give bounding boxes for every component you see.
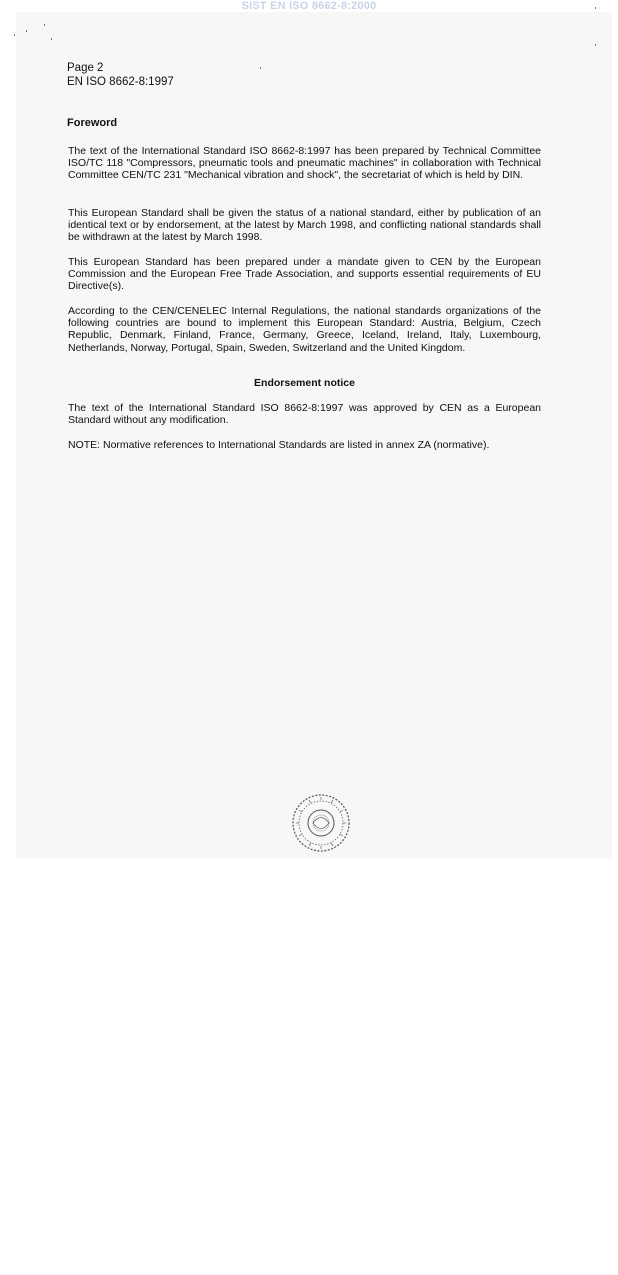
foreword-paragraph-3: This European Standard has been prepared under a mandate given to CEN by the European Commission and the European Free Trade Association, and supports essential requirements of EU Directive(s). (68, 256, 541, 293)
endorsement-heading: Endorsement notice (254, 377, 355, 389)
page-number: Page 2 (67, 62, 104, 74)
scan-speck (595, 7, 596, 9)
scan-speck (260, 67, 261, 69)
scan-speck (26, 30, 27, 32)
foreword-paragraph-2: This European Standard shall be given the status of a national standard, either by publication of an identical text or by endorsement, at the latest by March 1998, and conflicting national standards shall be withdrawn at the latest by March 1998. (68, 207, 541, 244)
foreword-paragraph-1: The text of the International Standard ISO 8662-8:1997 has been prepared by Technical Committee ISO/TC 118 "Compressors, pneumatic tools and pneumatic machines" in collaboration with Technical Committee CEN/TC 231 "Mechanical vibration and shock", the secretariat of which is held by DIN. (68, 145, 541, 182)
scanned-page (16, 12, 612, 858)
foreword-paragraph-4: According to the CEN/CENELEC Internal Regulations, the national standards organizations of the following countries are bound to implement this European Standard: Austria, Belgium, Czech Republic, Denmark, Finland, France, Germany, Greece, Iceland, Ireland, Italy, Luxembourg, Netherlands, Norway, Portugal, Spain, Sweden, Switzerland and the United Kingdom. (68, 305, 541, 354)
foreword-heading: Foreword (67, 117, 118, 129)
scan-speck (14, 34, 15, 36)
scan-speck (595, 44, 596, 46)
official-seal-stamp-icon (291, 792, 353, 854)
watermark-header: SIST EN ISO 8662-8:2000 (241, 0, 377, 12)
endorsement-paragraph: The text of the International Standard ISO 8662-8:1997 was approved by CEN as a European Standard without any modification. (68, 402, 541, 427)
normative-note: NOTE: Normative references to International Standards are listed in annex ZA (normative). (68, 439, 490, 451)
standard-id: EN ISO 8662-8:1997 (67, 76, 174, 88)
scan-speck (44, 24, 45, 26)
scan-speck (51, 38, 52, 40)
page-header (67, 61, 174, 89)
